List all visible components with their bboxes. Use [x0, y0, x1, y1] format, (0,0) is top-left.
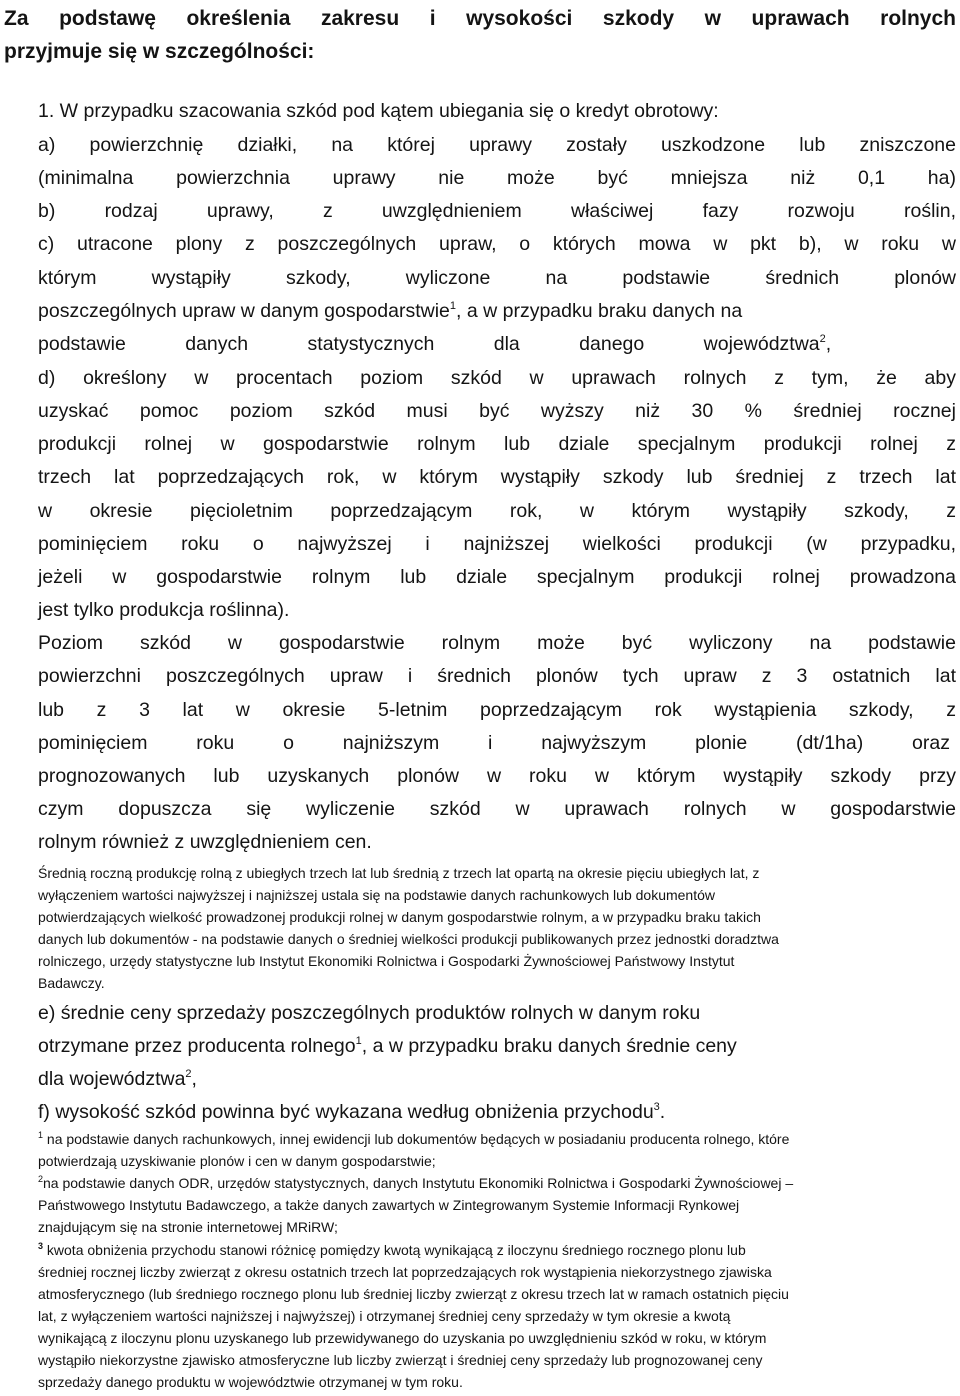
list-item-d-cont: jeżeli w gospodarstwie rolnym lub dziale specjalnym produkcji rolnej prowadzona [38, 566, 956, 588]
footnote-2 [38, 1176, 960, 1190]
text-run: , a w przypadku braku danych średnie ceny [361, 1035, 737, 1057]
list-item-d-cont: trzech lat poprzedzających rok, w którym wystąpiły szkody lub średniej z trzech lat [38, 466, 956, 488]
footnote-1-cont: potwierdzają uzyskiwanie plonów i cen w danym gospodarstwie; [38, 1153, 436, 1169]
footnote-2-cont: znajdującym się na stronie internetowej MRiRW; [38, 1219, 338, 1235]
note-line: wyłączeniem wartości najwyższej i najniższej ustala się na podstawie danych rachunkowych lub dokumentów [38, 887, 715, 903]
text-run: , a w przypadku braku danych na [456, 300, 743, 322]
list-item-c-cont [38, 335, 960, 355]
footnote-1 [38, 1132, 960, 1146]
paragraph-line: prognozowanych lub uzyskanych plonów w roku w którym wystąpiły szkody przy [38, 765, 956, 787]
text-run: kwota obniżenia przychodu stanowi różnicę pomiędzy kwotą wynikającą z iloczynu średniego rocznego plonu lub [43, 1242, 746, 1258]
paragraph-line: Poziom szkód w gospodarstwie rolnym może być wyliczony na podstawie [38, 632, 956, 654]
paragraph-line: powierzchni poszczególnych upraw i średnich plonów tych upraw z 3 ostatnich lat [38, 665, 956, 687]
list-item-c-cont [38, 302, 960, 322]
footnote-mark: 2 [38, 1174, 44, 1184]
footnote-ref: 1 [449, 300, 457, 312]
list-item-d-cont: w okresie pięcioletnim poprzedzającym rok, w którym wystąpiły szkody, z [38, 500, 956, 522]
footnote-3-cont: sprzedaży danego produktu w województwie otrzymanej w tym roku. [38, 1374, 463, 1390]
list-item-d-cont: pominięciem roku o najwyższej i najniższej wielkości produkcji (w przypadku, [38, 533, 956, 555]
footnote-2-cont: Państwowego Instytutu Badawczego, a także danych zawartych w Zintegrowanym Systemie Informacji Rynkowej [38, 1197, 740, 1213]
list-item-a: a) powierzchnię działki, na której uprawy zostały uszkodzone lub zniszczone [38, 134, 956, 156]
footnote-3-cont: wynikającą z iloczynu plonu uzyskanego lub przewidywanego do uzyskania po uwzględnieniu szkód w roku, w którym [38, 1330, 767, 1346]
footnote-3-cont: średniej rocznej liczby zwierząt z okresu ostatnich trzech lat poprzedzających rok wystąpienia niekorzystnego zjawiska [38, 1264, 772, 1280]
heading-line: przyjmuje się w szczególności: [4, 40, 315, 63]
list-item-f [38, 1103, 960, 1123]
text-run: , [825, 333, 832, 355]
list-item-e-cont [38, 1070, 960, 1090]
paragraph-line: czym dopuszcza się wyliczenie szkód w uprawach rolnych w gospodarstwie [38, 798, 956, 820]
paragraph-line: rolnym również z uwzględnieniem cen. [38, 831, 372, 853]
note-line: danych lub dokumentów - na podstawie danych o średniej wielkości produkcji publikowanych przez jednostki doradztwa [38, 931, 779, 947]
footnote-3 [38, 1243, 960, 1257]
footnote-3-cont: atmosferycznego (lub średniego rocznego plonu lub średniej liczby zwierząt z okresu trzech lat w ramach ostatnich pięciu [38, 1286, 789, 1302]
page-heading [4, 2, 956, 68]
note-line: Średnią roczną produkcję rolną z ubiegłych trzech lat lub średnią z trzech lat opartą na okresie pięciu ubiegłych lat, z [38, 865, 760, 881]
footnote-ref: 3 [653, 1101, 660, 1113]
list-item-c-cont: którym wystąpiły szkody, wyliczone na podstawie średnich plonów [38, 267, 956, 289]
list-intro: 1. W przypadku szacowania szkód pod kątem ubiegania się o kredyt obrotowy: [38, 100, 719, 122]
text-run: , [191, 1068, 197, 1090]
list-item-c: c) utracone plony z poszczególnych upraw, o których mowa w pkt b), w roku w [38, 233, 956, 255]
list-item-d-cont: uzyskać pomoc poziom szkód musi być wyższy niż 30 % średniej rocznej [38, 400, 956, 422]
list-item-d-cont: jest tylko produkcja roślinna). [38, 599, 290, 621]
footnote-mark: 3 [38, 1241, 44, 1251]
text-run: f) wysokość szkód powinna być wykazana według obniżenia przychodu [38, 1101, 654, 1123]
footnote-ref: 2 [819, 333, 826, 345]
text-run: dla województwa [38, 1068, 186, 1090]
text-run: na podstawie danych rachunkowych, innej ewidencji lub dokumentów będących w posiadaniu producenta rolnego, które [43, 1131, 790, 1147]
list-item-b: b) rodzaj uprawy, z uwzględnieniem właściwej fazy rozwoju roślin, [38, 200, 956, 222]
note-line: rolniczego, urzędy statystyczne lub Instytut Ekonomiki Rolnictwa i Gospodarki Żywnościowej Państwowy Instytut [38, 953, 735, 969]
footnote-3-cont: lat, z wyłączeniem wartości najniższej i najwyższej) i otrzymanej średniej ceny sprzedaży w tym okresie a kwotą [38, 1308, 731, 1324]
text-run: na podstawie danych ODR, urzędów statystycznych, danych Instytutu Ekonomiki Rolnictwa i Gospodarki Żywnościowej – [43, 1175, 794, 1191]
note-line: potwierdzających wielkość prowadzonej produkcji rolnej w danym gospodarstwie rolnym, a w przypadku braku takich [38, 909, 761, 925]
footnote-3-cont: wystąpiło niekorzystne zjawisko atmosferyczne lub liczby zwierząt i średniej ceny sprzedaży lub prognozowanej ceny [38, 1352, 763, 1368]
list-item-e-cont [38, 1037, 960, 1057]
text-run: poszczególnych upraw w danym gospodarstwie [38, 300, 450, 322]
heading-line: Za podstawę określenia zakresu i wysokości szkody w uprawach rolnych [4, 7, 956, 30]
list-item-a-cont: (minimalna powierzchnia uprawy nie może być mniejsza niż 0,1 ha) [38, 167, 956, 189]
text-run: . [659, 1101, 666, 1123]
paragraph-line: pominięciem roku o najniższym i najwyższym plonie (dt/1ha) oraz [38, 732, 950, 754]
text-run: podstawie danych statystycznych dla danego województwa [38, 333, 820, 355]
note-line: Badawczy. [38, 975, 105, 991]
footnote-ref: 1 [355, 1035, 362, 1047]
footnote-ref: 2 [185, 1068, 192, 1080]
text-run: otrzymane przez producenta rolnego [38, 1035, 356, 1057]
footnote-mark: 1 [38, 1130, 44, 1140]
list-item-e: e) średnie ceny sprzedaży poszczególnych produktów rolnych w danym roku [38, 1002, 701, 1024]
list-item-d: d) określony w procentach poziom szkód w uprawach rolnych z tym, że aby [38, 367, 956, 389]
list-item-d-cont: produkcji rolnej w gospodarstwie rolnym lub dziale specjalnym produkcji rolnej z [38, 433, 956, 455]
paragraph-line: lub z 3 lat w okresie 5-letnim poprzedzającym rok wystąpienia szkody, z [38, 699, 956, 721]
